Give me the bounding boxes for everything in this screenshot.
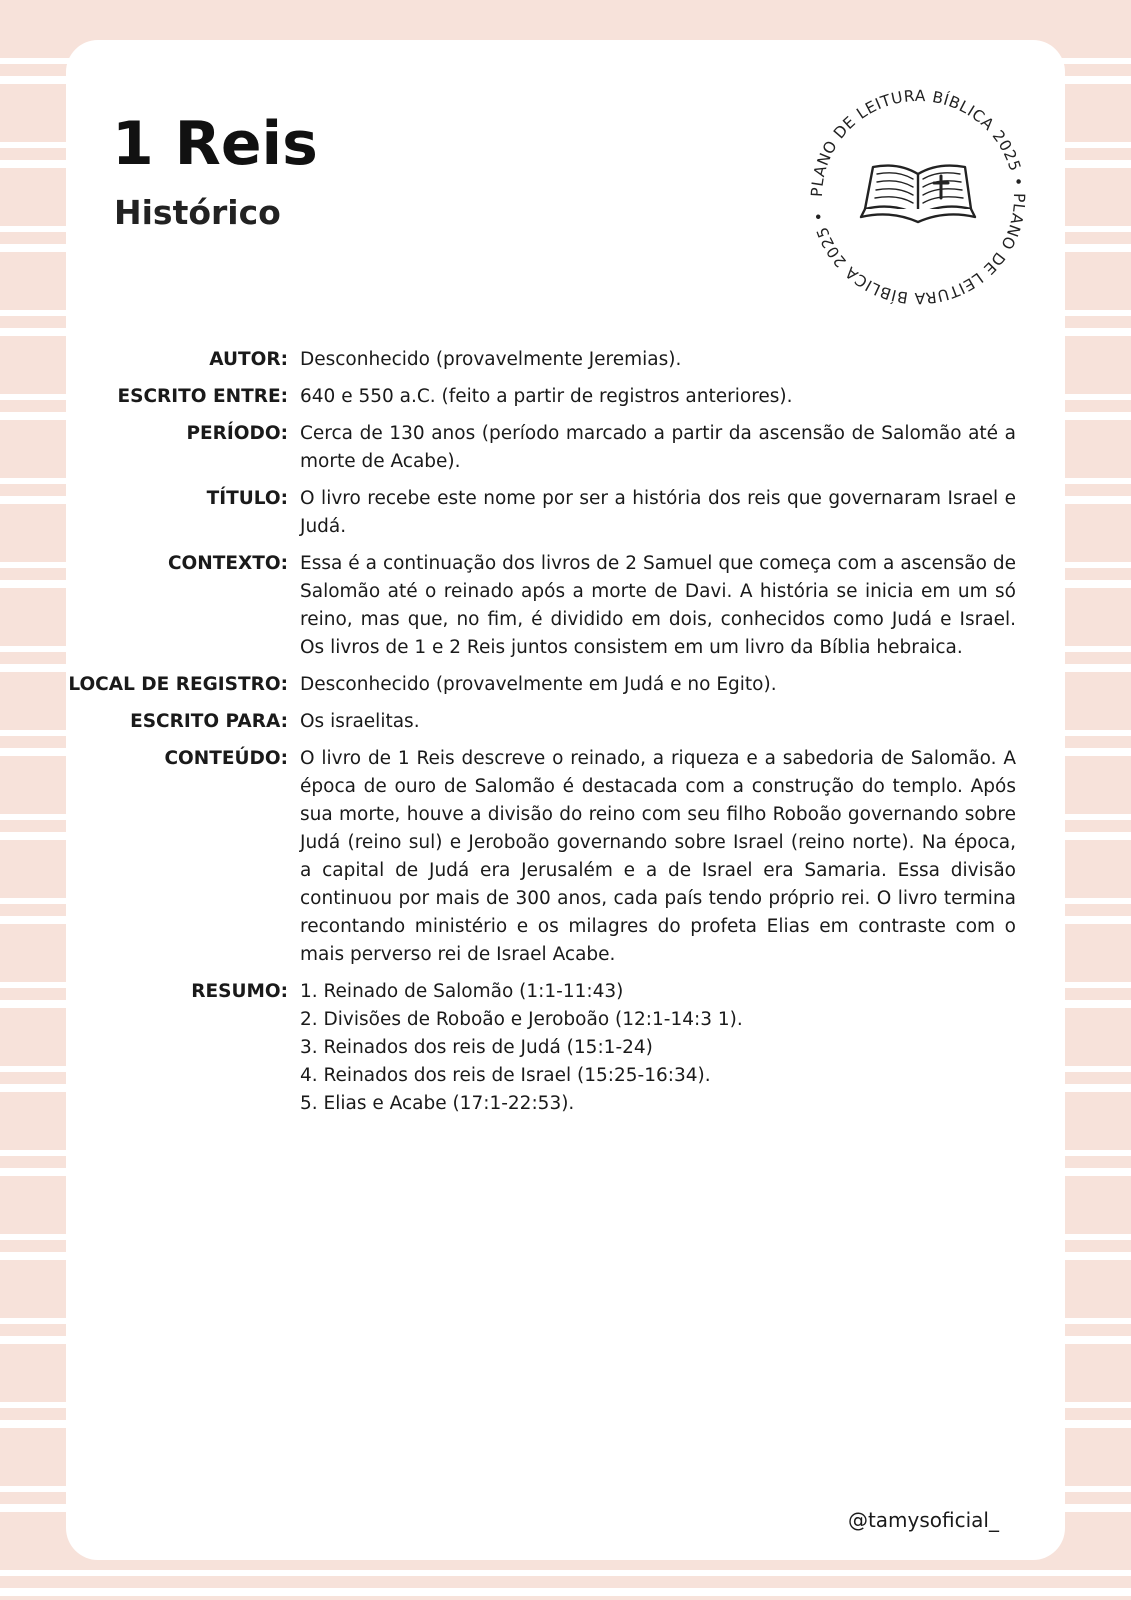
field-label: PERÍODO: <box>186 423 288 444</box>
list-item: 5. Elias e Acabe (17:1-22:53). <box>300 1093 575 1114</box>
page-card <box>66 40 1065 1560</box>
field-value: O livro de 1 Reis descreve o reinado, a riqueza e a sabedoria de Salomão. A época de ouro de Salomão é destacada com a construção do templo. Após sua morte, houve a divisão do reino com seu filho Roboão governando sobre Judá (reino sul) e Jeroboão governando sobre Israel (reino norte). Na época, a capital de Judá era Jerusalém e a de Israel era Samaria. Essa divisão continuou por mais de 300 anos, cada país tendo próprio rei. O livro termina recontando ministério e os milagres do profeta Elias em contraste com o mais perverso rei de Israel Acabe. <box>300 748 1016 965</box>
field-value: Essa é a continuação dos livros de 2 Samuel que começa com a ascensão de Salomão até o reinado após a morte de Davi. A história se inicia em um só reino, mas que, no fim, é dividido em dois, conhecidos como Judá e Israel. Os livros de 1 e 2 Reis juntos consistem em um livro da Bíblia hebraica. <box>300 553 1016 658</box>
field-label: LOCAL DE REGISTRO: <box>68 674 288 695</box>
list-item: 2. Divisões de Roboão e Jeroboão (12:1-14:3 1). <box>300 1009 743 1030</box>
resumo-list <box>300 978 1016 1118</box>
list-item: 4. Reinados dos reis de Israel (15:25-16:34). <box>300 1065 711 1086</box>
field-label: CONTEÚDO: <box>164 748 288 769</box>
field-value: Desconhecido (provavelmente Jeremias). <box>300 349 682 370</box>
field-value: Os israelitas. <box>300 711 420 732</box>
field-label: ESCRITO PARA: <box>130 711 288 732</box>
field-autor <box>66 346 1016 374</box>
field-escrito-para <box>66 708 1016 736</box>
list-item: 1. Reinado de Salomão (1:1-11:43) <box>300 981 624 1002</box>
field-value: 640 e 550 a.C. (feito a partir de registros anteriores). <box>300 386 793 407</box>
field-periodo <box>66 420 1016 476</box>
page-title: 1 Reis <box>112 109 318 179</box>
field-label: CONTEXTO: <box>167 553 288 574</box>
field-label: TÍTULO: <box>206 488 288 509</box>
field-label: RESUMO: <box>191 981 288 1002</box>
field-conteudo <box>66 745 1016 969</box>
open-bible-icon <box>861 166 975 222</box>
field-value: O livro recebe este nome por ser a história dos reis que governaram Israel e Judá. <box>300 488 1016 537</box>
field-value: Cerca de 130 anos (período marcado a partir da ascensão de Salomão até a morte de Acabe). <box>300 423 1016 472</box>
reading-plan-seal <box>803 82 1033 312</box>
field-titulo <box>66 485 1016 541</box>
field-value: Desconhecido (provavelmente em Judá e no Egito). <box>300 674 777 695</box>
author-handle: @tamysoficial_ <box>847 1508 999 1532</box>
field-label: AUTOR: <box>209 349 288 370</box>
field-resumo <box>66 978 1016 1118</box>
field-escrito-entre <box>66 383 1016 411</box>
field-contexto <box>66 550 1016 662</box>
book-info <box>66 346 1016 1127</box>
field-label: ESCRITO ENTRE: <box>117 386 288 407</box>
seal-text: PLANO DE LEITURA BÍBLICA 2025 • PLANO DE LEITURA BÍBLICA 2025 • <box>807 86 1029 308</box>
list-item: 3. Reinados dos reis de Judá (15:1-24) <box>300 1037 653 1058</box>
page-subtitle: Histórico <box>114 193 281 232</box>
field-local-registro <box>66 671 1016 699</box>
